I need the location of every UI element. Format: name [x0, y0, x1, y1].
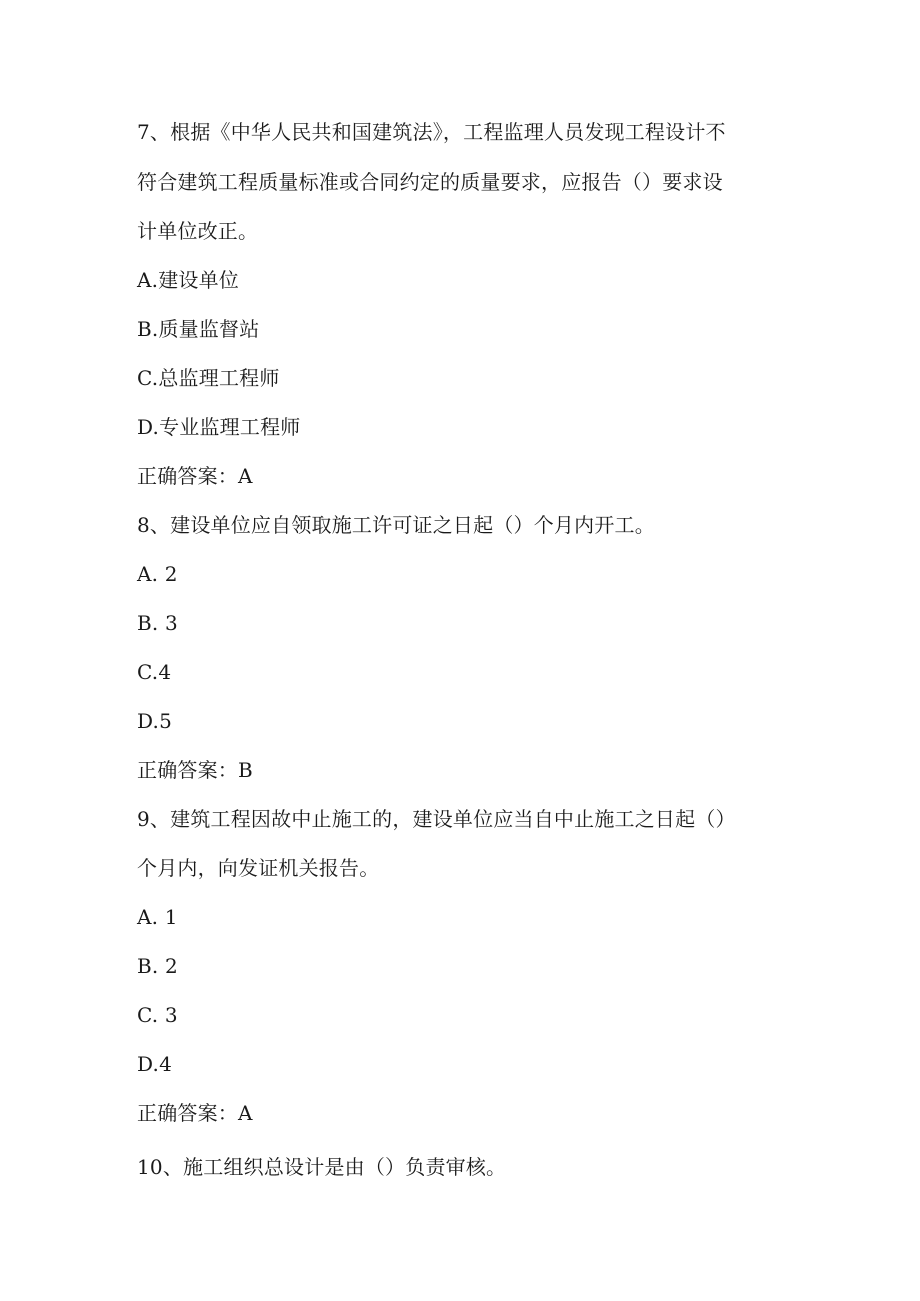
question-9-option-c: C. 3	[137, 1003, 178, 1027]
question-9-stem-line-1: 9、建筑工程因故中止施工的，建设单位应当自中止施工之日起（）	[137, 807, 736, 831]
question-7-answer: 正确答案：A	[137, 464, 253, 488]
question-8-option-d: D.5	[137, 709, 173, 733]
question-7-option-a: A.建设单位	[137, 268, 240, 292]
question-8-option-a: A. 2	[137, 562, 178, 586]
question-8-answer: 正确答案：B	[137, 758, 253, 782]
question-8-option-c: C.4	[137, 660, 172, 684]
question-7-stem-line-1: 7、根据《中华人民共和国建筑法》，工程监理人员发现工程设计不	[137, 120, 726, 144]
question-9-option-d: D.4	[137, 1052, 173, 1076]
question-9-option-b: B. 2	[137, 954, 178, 978]
question-7-option-c: C.总监理工程师	[137, 366, 280, 390]
question-7-option-b: B.质量监督站	[137, 317, 260, 341]
question-9-answer: 正确答案：A	[137, 1101, 253, 1125]
question-8-stem-line-1: 8、建设单位应自领取施工许可证之日起（）个月内开工。	[137, 513, 655, 537]
question-9-option-a: A. 1	[137, 905, 178, 929]
question-8-option-b: B. 3	[137, 611, 178, 635]
question-7-stem-line-3: 计单位改正。	[137, 219, 259, 243]
question-10-stem-line-1: 10、施工组织总设计是由（）负责审核。	[137, 1155, 507, 1179]
question-7-stem-line-2: 符合建筑工程质量标准或合同约定的质量要求，应报告（）要求设	[137, 170, 723, 194]
question-9-stem-line-2: 个月内，向发证机关报告。	[137, 856, 380, 880]
question-7-option-d: D.专业监理工程师	[137, 415, 301, 439]
